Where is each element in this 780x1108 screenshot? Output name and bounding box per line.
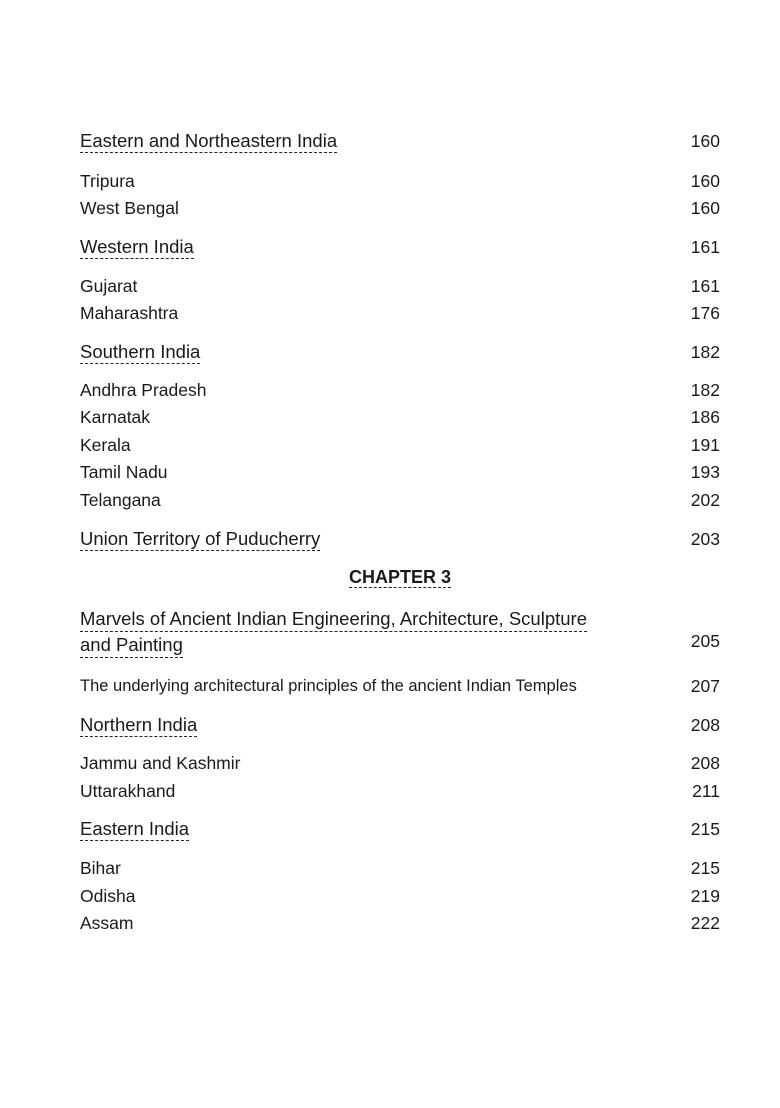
toc-section-heading: Western India [80, 236, 194, 257]
chapter-heading [0, 566, 780, 588]
toc-page-number: 202 [690, 490, 720, 510]
toc-entry [0, 236, 780, 266]
toc-entry-title: Bihar [80, 858, 121, 878]
toc-entry-title: Maharashtra [80, 303, 179, 323]
toc-page-number: 186 [690, 407, 720, 427]
toc-page-number: 182 [690, 342, 720, 362]
toc-page-number: 191 [690, 435, 720, 455]
toc-section-heading: Eastern India [80, 818, 190, 839]
toc-entry [0, 197, 780, 227]
toc-page-number: 215 [690, 819, 720, 839]
toc-entry [0, 528, 780, 558]
toc-entry [0, 489, 780, 519]
toc-section-heading: Southern India [80, 341, 201, 362]
toc-entry [0, 885, 780, 915]
toc-page-number: 193 [690, 462, 720, 482]
chapter-title-line-1: Marvels of Ancient Indian Engineering, Architecture, Sculpture [80, 606, 587, 632]
chapter-title-line-2: and Painting [80, 632, 183, 658]
toc-entry-title: Gujarat [80, 276, 138, 296]
toc-entry-title: Tripura [80, 171, 135, 191]
toc-page-number: 222 [690, 913, 720, 933]
toc-page-number: 211 [692, 781, 720, 801]
toc-section-heading: Northern India [80, 714, 198, 735]
toc-section-heading: Eastern and Northeastern India [80, 130, 338, 151]
toc-section-heading: Union Territory of Puducherry [80, 528, 321, 549]
toc-entry [0, 302, 780, 332]
toc-entry-title: Odisha [80, 886, 136, 906]
toc-entry [0, 714, 780, 744]
toc-page-number: 215 [690, 858, 720, 878]
toc-entry-title: Jammu and Kashmir [80, 753, 241, 773]
toc-entry-title: West Bengal [80, 198, 179, 218]
toc-page-number: 207 [690, 676, 720, 696]
toc-entry [0, 341, 780, 371]
toc-entry-title: Assam [80, 913, 134, 933]
toc-entry [0, 434, 780, 464]
toc-entry-title: Tamil Nadu [80, 462, 168, 482]
toc-page-number: 208 [690, 753, 720, 773]
toc-entry [0, 170, 780, 200]
toc-page-number: 219 [690, 886, 720, 906]
toc-page-number: 205 [690, 631, 720, 651]
toc-entry [0, 275, 780, 305]
toc-page-number: 161 [690, 237, 720, 257]
toc-entry [0, 406, 780, 436]
toc-entry [0, 461, 780, 491]
toc-entry-title: Uttarakhand [80, 781, 176, 801]
toc-entry [0, 857, 780, 887]
toc-entry [0, 379, 780, 409]
toc-entry [0, 630, 780, 660]
chapter-label: CHAPTER 3 [348, 567, 451, 587]
toc-page-number: 203 [690, 529, 720, 549]
toc-entry-title: Telangana [80, 490, 161, 510]
toc-entry-title: Andhra Pradesh [80, 380, 207, 400]
toc-entry [0, 675, 780, 705]
toc-page-number: 160 [690, 131, 720, 151]
toc-page-number: 182 [690, 380, 720, 400]
toc-entry [0, 752, 780, 782]
toc-entry-title: The underlying architectural principles of the ancient Indian Temples [80, 677, 577, 695]
toc-entry [0, 780, 780, 810]
toc-page-number: 176 [690, 303, 720, 323]
toc-page-number: 161 [690, 276, 720, 296]
toc-entry [0, 130, 780, 160]
toc-page-number: 208 [690, 715, 720, 735]
toc-entry-title: Kerala [80, 435, 131, 455]
toc-page-number: 160 [690, 171, 720, 191]
toc-entry [0, 818, 780, 848]
toc-page-number: 160 [690, 198, 720, 218]
toc-entry-title: Karnatak [80, 407, 151, 427]
toc-entry [0, 912, 780, 942]
